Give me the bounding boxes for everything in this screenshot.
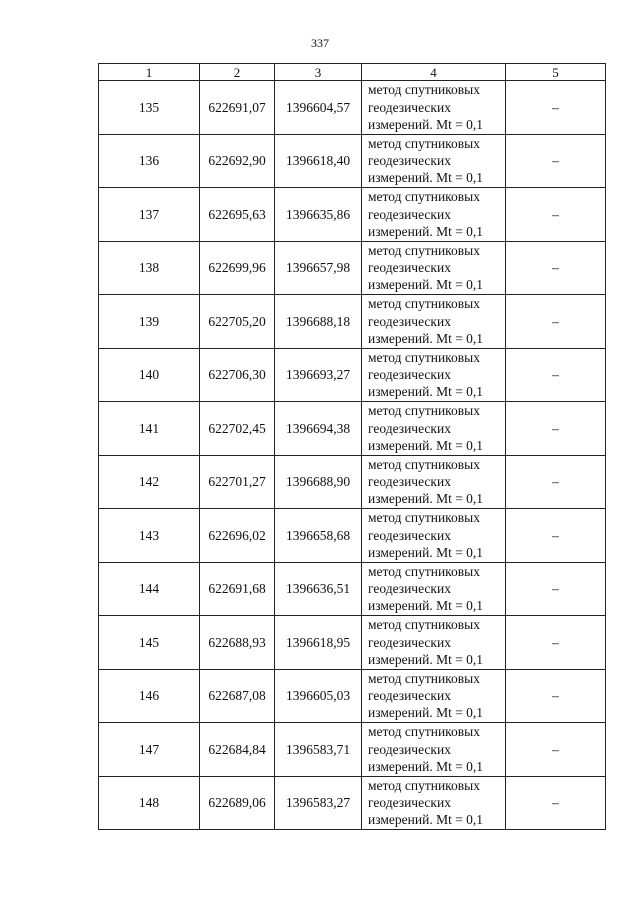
point-number-cell: 141 xyxy=(99,402,200,456)
method-line: измерений. Mt = 0,1 xyxy=(368,330,484,346)
x-coordinate-cell: 622706,30 xyxy=(200,348,275,402)
method-line: измерений. Mt = 0,1 xyxy=(368,116,484,132)
table-row xyxy=(99,616,606,670)
method-line: геодезических xyxy=(368,581,451,597)
table-body xyxy=(99,64,606,830)
point-number-cell: 136 xyxy=(99,134,200,188)
method-cell xyxy=(362,669,506,723)
table-row xyxy=(99,348,606,402)
point-number-cell: 145 xyxy=(99,616,200,670)
x-coordinate-cell: 622695,63 xyxy=(200,188,275,242)
y-coordinate-cell: 1396583,71 xyxy=(275,723,362,777)
x-coordinate-cell: 622702,45 xyxy=(200,402,275,456)
x-coordinate-cell: 622691,68 xyxy=(200,562,275,616)
point-number-cell: 135 xyxy=(99,81,200,135)
method-cell xyxy=(362,81,506,135)
method-cell xyxy=(362,562,506,616)
method-line: измерений. Mt = 0,1 xyxy=(368,598,484,614)
note-cell: – xyxy=(506,455,606,509)
table-row xyxy=(99,562,606,616)
y-coordinate-cell: 1396618,95 xyxy=(275,616,362,670)
method-cell xyxy=(362,241,506,295)
point-number-cell: 138 xyxy=(99,241,200,295)
method-cell xyxy=(362,295,506,349)
point-number-cell: 147 xyxy=(99,723,200,777)
method-line: измерений. Mt = 0,1 xyxy=(368,651,484,667)
method-line: метод спутниковых xyxy=(368,82,480,98)
y-coordinate-cell: 1396658,68 xyxy=(275,509,362,563)
method-line: измерений. Mt = 0,1 xyxy=(368,544,484,560)
method-line: геодезических xyxy=(368,260,451,276)
x-coordinate-cell: 622705,20 xyxy=(200,295,275,349)
method-line: метод спутниковых xyxy=(368,403,480,419)
method-line: геодезических xyxy=(368,206,451,222)
note-cell: – xyxy=(506,188,606,242)
column-header-5: 5 xyxy=(506,64,606,81)
note-cell: – xyxy=(506,402,606,456)
method-line: метод спутниковых xyxy=(368,242,480,258)
x-coordinate-cell: 622688,93 xyxy=(200,616,275,670)
point-number-cell: 140 xyxy=(99,348,200,402)
y-coordinate-cell: 1396688,18 xyxy=(275,295,362,349)
table-row xyxy=(99,241,606,295)
method-line: геодезических xyxy=(368,795,451,811)
y-coordinate-cell: 1396693,27 xyxy=(275,348,362,402)
note-cell: – xyxy=(506,241,606,295)
table-row xyxy=(99,295,606,349)
table-row xyxy=(99,669,606,723)
method-line: измерений. Mt = 0,1 xyxy=(368,384,484,400)
method-line: геодезических xyxy=(368,420,451,436)
column-header-4: 4 xyxy=(362,64,506,81)
method-cell xyxy=(362,616,506,670)
x-coordinate-cell: 622691,07 xyxy=(200,81,275,135)
method-cell xyxy=(362,348,506,402)
column-header-1: 1 xyxy=(99,64,200,81)
method-line: метод спутниковых xyxy=(368,724,480,740)
method-line: метод спутниковых xyxy=(368,296,480,312)
table-header-row xyxy=(99,64,606,81)
method-line: метод спутниковых xyxy=(368,135,480,151)
note-cell: – xyxy=(506,776,606,830)
table-row xyxy=(99,188,606,242)
method-line: геодезических xyxy=(368,313,451,329)
method-cell xyxy=(362,776,506,830)
method-line: метод спутниковых xyxy=(368,617,480,633)
table-row xyxy=(99,776,606,830)
method-line: измерений. Mt = 0,1 xyxy=(368,758,484,774)
note-cell: – xyxy=(506,134,606,188)
method-line: измерений. Mt = 0,1 xyxy=(368,491,484,507)
table-row xyxy=(99,455,606,509)
table-row xyxy=(99,81,606,135)
x-coordinate-cell: 622696,02 xyxy=(200,509,275,563)
method-line: геодезических xyxy=(368,99,451,115)
method-line: измерений. Mt = 0,1 xyxy=(368,277,484,293)
note-cell: – xyxy=(506,295,606,349)
table-row xyxy=(99,402,606,456)
method-line: метод спутниковых xyxy=(368,777,480,793)
point-number-cell: 139 xyxy=(99,295,200,349)
column-header-2: 2 xyxy=(200,64,275,81)
y-coordinate-cell: 1396604,57 xyxy=(275,81,362,135)
point-number-cell: 143 xyxy=(99,509,200,563)
method-line: измерений. Mt = 0,1 xyxy=(368,437,484,453)
point-number-cell: 144 xyxy=(99,562,200,616)
y-coordinate-cell: 1396694,38 xyxy=(275,402,362,456)
note-cell: – xyxy=(506,509,606,563)
point-number-cell: 146 xyxy=(99,669,200,723)
point-number-cell: 142 xyxy=(99,455,200,509)
x-coordinate-cell: 622684,84 xyxy=(200,723,275,777)
note-cell: – xyxy=(506,562,606,616)
y-coordinate-cell: 1396635,86 xyxy=(275,188,362,242)
method-line: измерений. Mt = 0,1 xyxy=(368,223,484,239)
method-line: метод спутниковых xyxy=(368,510,480,526)
note-cell: – xyxy=(506,669,606,723)
note-cell: – xyxy=(506,348,606,402)
point-number-cell: 137 xyxy=(99,188,200,242)
page-number: 337 xyxy=(311,36,329,50)
method-line: метод спутниковых xyxy=(368,189,480,205)
method-line: измерений. Mt = 0,1 xyxy=(368,170,484,186)
x-coordinate-cell: 622699,96 xyxy=(200,241,275,295)
y-coordinate-cell: 1396618,40 xyxy=(275,134,362,188)
method-cell xyxy=(362,509,506,563)
point-number-cell: 148 xyxy=(99,776,200,830)
y-coordinate-cell: 1396605,03 xyxy=(275,669,362,723)
method-cell xyxy=(362,134,506,188)
method-line: метод спутниковых xyxy=(368,349,480,365)
table-row xyxy=(99,723,606,777)
method-line: геодезических xyxy=(368,527,451,543)
method-line: геодезических xyxy=(368,474,451,490)
method-line: геодезических xyxy=(368,367,451,383)
y-coordinate-cell: 1396583,27 xyxy=(275,776,362,830)
note-cell: – xyxy=(506,616,606,670)
method-cell xyxy=(362,188,506,242)
x-coordinate-cell: 622689,06 xyxy=(200,776,275,830)
table-row xyxy=(99,509,606,563)
method-line: измерений. Mt = 0,1 xyxy=(368,812,484,828)
method-line: метод спутниковых xyxy=(368,563,480,579)
method-line: геодезических xyxy=(368,634,451,650)
method-cell xyxy=(362,723,506,777)
x-coordinate-cell: 622701,27 xyxy=(200,455,275,509)
coordinates-table xyxy=(98,63,606,830)
column-header-3: 3 xyxy=(275,64,362,81)
note-cell: – xyxy=(506,81,606,135)
method-line: метод спутниковых xyxy=(368,456,480,472)
method-cell xyxy=(362,402,506,456)
method-line: измерений. Mt = 0,1 xyxy=(368,705,484,721)
x-coordinate-cell: 622687,08 xyxy=(200,669,275,723)
y-coordinate-cell: 1396657,98 xyxy=(275,241,362,295)
y-coordinate-cell: 1396636,51 xyxy=(275,562,362,616)
note-cell: – xyxy=(506,723,606,777)
y-coordinate-cell: 1396688,90 xyxy=(275,455,362,509)
method-line: геодезических xyxy=(368,153,451,169)
method-line: метод спутниковых xyxy=(368,670,480,686)
x-coordinate-cell: 622692,90 xyxy=(200,134,275,188)
method-line: геодезических xyxy=(368,741,451,757)
table-row xyxy=(99,134,606,188)
method-line: геодезических xyxy=(368,688,451,704)
method-cell xyxy=(362,455,506,509)
